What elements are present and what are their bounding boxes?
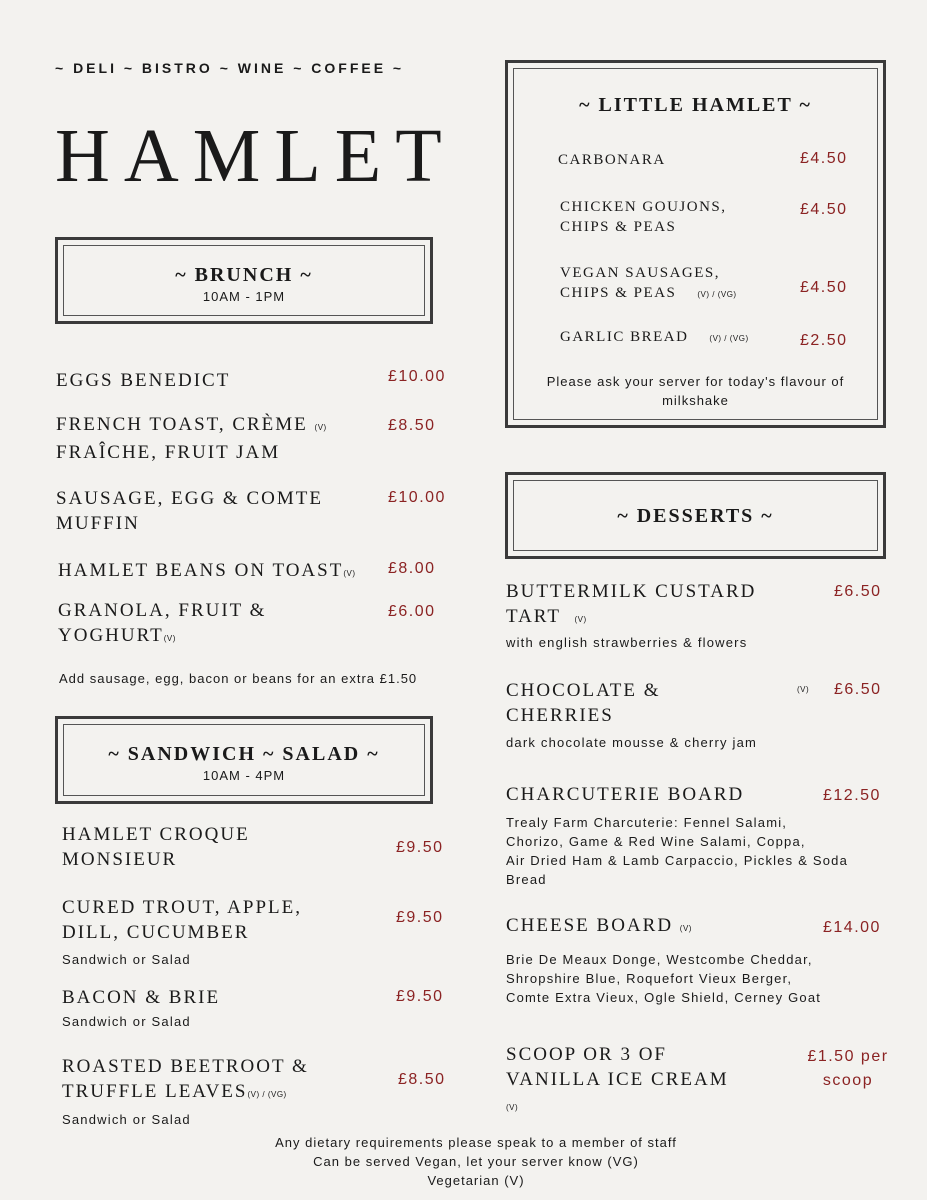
menu-item-name: FRENCH TOAST, CRÈME (V) FRAÎCHE, FRUIT JAM	[56, 414, 327, 463]
menu-item-price: £12.50	[823, 787, 881, 804]
diet-tag: (V)	[343, 569, 356, 578]
menu-item-name: CHICKEN GOUJONS, CHIPS & PEAS	[560, 199, 727, 235]
menu-item-price: £10.00	[388, 368, 446, 385]
footer-line: Can be served Vegan, let your server know (VG)	[313, 1154, 639, 1169]
diet-tag: (V)	[506, 1103, 519, 1112]
menu-item-desc: Sandwich or Salad	[62, 1112, 191, 1127]
menu-item-price: £8.50	[388, 417, 436, 434]
desserts-header-box	[505, 472, 886, 559]
menu-item-price: £6.50	[834, 583, 882, 600]
menu-item-desc: dark chocolate mousse & cherry jam	[506, 735, 758, 750]
menu-item-name: GRANOLA, FRUIT & YOGHURT(V)	[58, 600, 267, 646]
brunch-header-box	[55, 237, 433, 324]
brunch-extra-note: Add sausage, egg, bacon or beans for an extra £1.50	[59, 671, 418, 686]
diet-tag: (V)	[797, 685, 810, 694]
menu-item-name: BACON & BRIE	[62, 987, 221, 1008]
dietary-footer	[0, 1133, 927, 1190]
menu-item-name: HAMLET BEANS ON TOAST(V)	[58, 560, 356, 581]
diet-tag: (V)	[163, 634, 176, 643]
menu-item-desc: Brie De Meaux Donge, Westcombe Cheddar, Shropshire Blue, Roquefort Vieux Berger, Comte Extra Vieux, Ogle Shield, Cerney Goat	[506, 952, 822, 1005]
brunch-title: ~ BRUNCH ~	[175, 264, 313, 286]
menu-item-name: GARLIC BREAD (V) / (VG)	[560, 329, 749, 345]
menu-item-price: £9.50	[396, 839, 444, 856]
menu-item-name: HAMLET CROQUE MONSIEUR	[62, 824, 250, 870]
menu-item-price: £8.50	[398, 1071, 446, 1088]
desserts-title: ~ DESSERTS ~	[617, 505, 774, 527]
menu-item-desc: Sandwich or Salad	[62, 952, 191, 967]
menu-item-name: BUTTERMILK CUSTARD TART (V)	[506, 581, 757, 627]
menu-item-price: £9.50	[396, 909, 444, 926]
diet-tag: (V)	[314, 423, 327, 432]
tagline: ~ DELI ~ BISTRO ~ WINE ~ COFFEE ~	[55, 60, 405, 76]
diet-tag: (V)	[574, 615, 587, 624]
menu-item-price: £4.50	[800, 201, 848, 218]
menu-item-price: £2.50	[800, 332, 848, 349]
diet-tag: (V) / (VG)	[247, 1090, 287, 1099]
menu-item-name: EGGS BENEDICT	[56, 370, 231, 391]
menu-item-name: SAUSAGE, EGG & COMTE MUFFIN	[56, 488, 323, 534]
sandwich-header-box	[55, 716, 433, 804]
menu-item-desc: Sandwich or Salad	[62, 1014, 191, 1029]
menu-item-price: £9.50	[396, 988, 444, 1005]
menu-item-price: £10.00	[388, 489, 446, 506]
menu-item-name: SCOOP OR 3 OF VANILLA ICE CREAM	[506, 1044, 729, 1090]
menu-item-price: £6.00	[388, 603, 436, 620]
diet-tag: (V) / (VG)	[709, 334, 749, 343]
milkshake-note: Please ask your server for today's flavour of milkshake	[546, 374, 845, 408]
menu-item-name: CARBONARA	[558, 152, 666, 168]
menu-item-price: £8.00	[388, 560, 436, 577]
menu-item-name: CHEESE BOARD (V)	[506, 915, 692, 936]
footer-line: Any dietary requirements please speak to a member of staff	[275, 1135, 677, 1150]
menu-item-name: CHOCOLATE & CHERRIES	[506, 680, 661, 726]
diet-tag: (V)	[679, 924, 692, 933]
diet-tag: (V) / (VG)	[697, 290, 737, 299]
menu-item-price: £1.50 per scoop	[807, 1048, 889, 1089]
menu-item-name: CURED TROUT, APPLE, DILL, CUCUMBER	[62, 897, 302, 943]
little-hamlet-title: ~ LITTLE HAMLET ~	[579, 94, 812, 116]
menu-item-name: ROASTED BEETROOT & TRUFFLE LEAVES(V) / (VG)	[62, 1056, 309, 1102]
menu-item-price: £14.00	[823, 919, 881, 936]
menu-item-price: £4.50	[800, 279, 848, 296]
sandwich-hours: 10AM - 4PM	[202, 768, 286, 783]
menu-item-price: £4.50	[800, 150, 848, 167]
menu-item-price: £6.50	[834, 681, 882, 698]
little-hamlet-box	[505, 60, 886, 428]
footer-line: Vegetarian (V)	[427, 1173, 525, 1188]
menu-item-desc: Trealy Farm Charcuterie: Fennel Salami, Chorizo, Game & Red Wine Salami, Coppa, Air Dried Ham & Lamb Carpaccio, Pickles & Soda Bread	[506, 815, 849, 887]
menu-item-name: VEGAN SAUSAGES, CHIPS & PEAS (V) / (VG)	[560, 265, 737, 301]
sandwich-title: ~ SANDWICH ~ SALAD ~	[108, 743, 380, 765]
logo: HAMLET	[55, 114, 456, 198]
menu-item-name: CHARCUTERIE BOARD	[506, 784, 745, 805]
menu-item-desc: with english strawberries & flowers	[506, 635, 748, 650]
brunch-hours: 10AM - 1PM	[202, 289, 286, 304]
